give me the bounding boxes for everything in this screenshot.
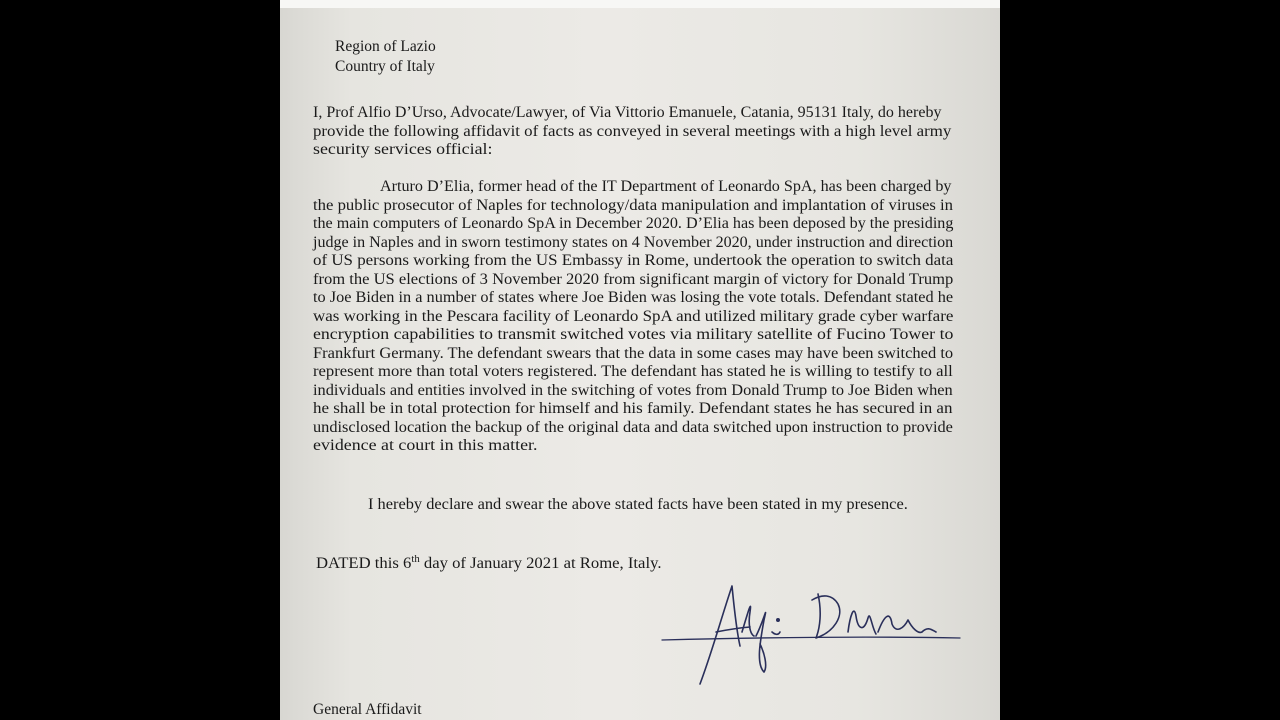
body-line: of US persons working from the US Embassy in Rome, undertook the operation to switch data [313,252,954,269]
body-line: to Joe Biden in a number of states where Joe Biden was losing the vote totals. Defendant stated he [313,289,954,306]
intro-paragraph [313,104,963,160]
body-line: was working in the Pescara facility of Leonardo SpA and utilized military grade cyber warfare [313,307,954,325]
body-line: evidence at court in this matter. [313,437,538,454]
address-line: Country of Italy [335,58,435,75]
address-block [335,38,436,78]
dated-superscript: th [411,554,420,565]
dated-text [316,555,662,573]
body-line: the main computers of Leonardo SpA in December 2020. D’Elia has been deposed by the presiding [313,215,954,232]
facts-paragraph [313,178,963,456]
intro-line: I, Prof Alfio D’Urso, Advocate/Lawyer, of Via Vittorio Emanuele, Catania, 95131 Italy, do hereby [313,104,942,121]
body-line: represent more than total voters registered. The defendant has stated he is willing to testify to all [313,363,953,380]
body-line: he shall be in total protection for himself and his family. Defendant states he has secured in an [313,400,953,417]
footer-title: General Affidavit [313,701,422,718]
body-line: Frankfurt Germany. The defendant swears that the data in some cases may have been switched to [313,344,954,362]
address-line: Region of Lazio [335,38,436,55]
dated-suffix: day of January 2021 at Rome, Italy. [419,555,662,572]
signature-strokes [662,586,960,684]
declaration-text: I hereby declare and swear the above stated facts have been stated in my presence. [368,496,908,513]
dated-prefix: DATED this 6 [316,555,412,572]
page-top-edge [280,0,1000,8]
declaration-line [368,496,908,514]
intro-line: security services official: [313,141,493,158]
signature-name: Alfio D’Urso [260,172,266,173]
body-line: Arturo D’Elia, former head of the IT Department of Leonardo SpA, has been charged by [380,178,952,195]
body-line: individuals and entities involved in the switching of votes from Donald Trump to Joe Biden when [313,381,953,399]
body-line: the public prosecutor of Naples for technology/data manipulation and implantation of viruses in [313,196,954,214]
body-line: judge in Naples and in sworn testimony states on 4 November 2020, under instruction and direction [313,233,954,251]
body-line: from the US elections of 3 November 2020 from significant margin of victory for Donald Trump [313,270,954,288]
body-line: undisclosed location the backup of the original data and data switched upon instruction to provide [313,418,953,436]
dated-line [316,554,662,573]
affidavit-page [260,0,1000,720]
body-line: encryption capabilities to transmit switched votes via military satellite of Fucino Tower to [313,326,954,343]
intro-line: provide the following affidavit of facts as conveyed in several meetings with a high level army [313,122,952,140]
